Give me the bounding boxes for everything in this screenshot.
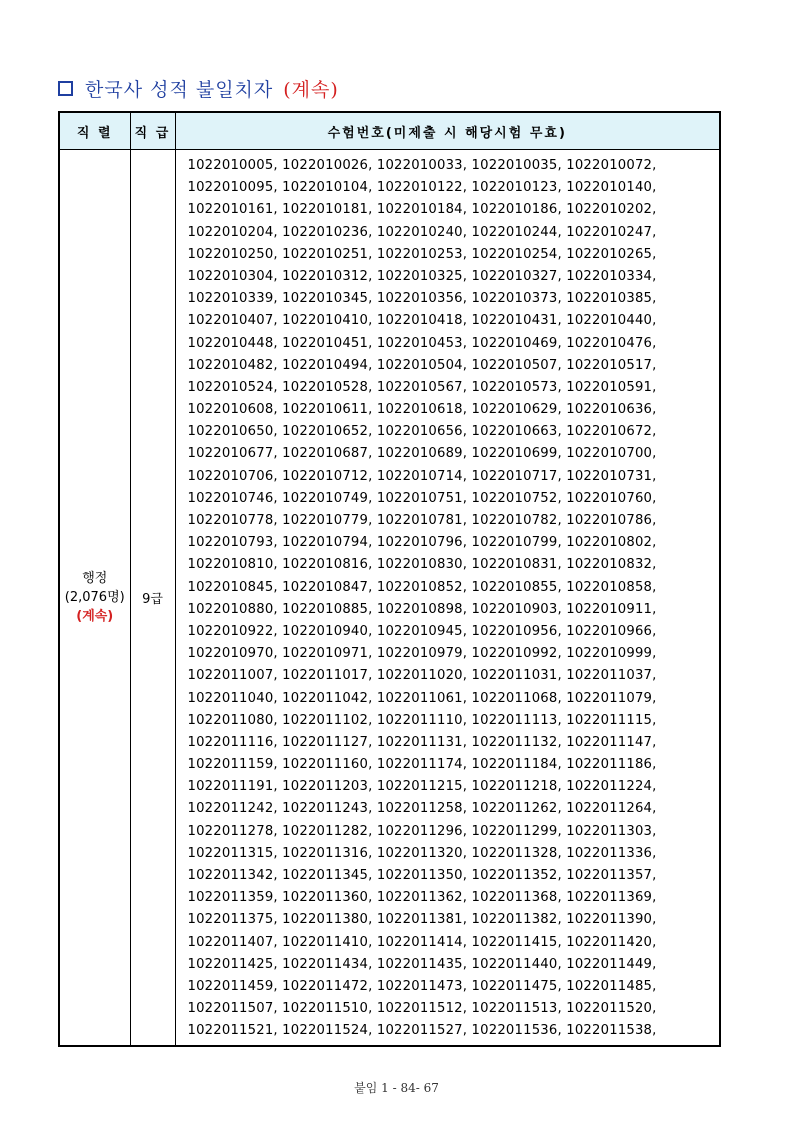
exam-number-line: 1022010677, 1022010687, 1022010689, 1022010699, 1022010700, (187, 446, 657, 462)
exam-number-line: 1022010650, 1022010652, 1022010656, 1022010663, 1022010672, (187, 424, 657, 440)
exam-number-line: 1022010250, 1022010251, 1022010253, 1022010254, 1022010265, (187, 246, 657, 262)
job-series-cell (59, 150, 130, 1047)
exam-number-line: 1022010448, 1022010451, 1022010453, 1022010469, 1022010476, (187, 335, 657, 351)
exam-number-line: 1022011315, 1022011316, 1022011320, 1022011328, 1022011336, (187, 845, 657, 861)
header-job-series: 직 렬 (59, 112, 130, 150)
exam-number-line: 1022011191, 1022011203, 1022011215, 1022011218, 1022011224, (187, 779, 657, 795)
exam-number-line: 1022010161, 1022010181, 1022010184, 1022010186, 1022010202, (187, 202, 657, 218)
exam-number-line: 1022010204, 1022010236, 1022010240, 1022010244, 1022010247, (187, 224, 657, 240)
exam-number-line: 1022010922, 1022010940, 1022010945, 1022010956, 1022010966, (187, 623, 657, 639)
exam-number-line: 1022011407, 1022011410, 1022011414, 1022011415, 1022011420, (187, 934, 657, 950)
job-series-name: 행정 (82, 571, 108, 586)
exam-number-line: 1022011116, 1022011127, 1022011131, 1022011132, 1022011147, (187, 734, 657, 750)
exam-number-line: 1022011007, 1022011017, 1022011020, 1022011031, 1022011037, (187, 668, 657, 684)
header-exam-numbers: 수험번호(미제출 시 해당시험 무효) (175, 112, 720, 150)
exam-number-line: 1022011342, 1022011345, 1022011350, 1022011352, 1022011357, (187, 868, 657, 883)
exam-number-line: 1022010793, 1022010794, 1022010796, 1022010799, 1022010802, (187, 535, 657, 551)
exam-number-list (175, 150, 720, 1047)
exam-number-line: 1022011159, 1022011160, 1022011174, 1022011184, 1022011186, (187, 757, 657, 773)
page-footer: 붙임 1 - 84- 67 (354, 1081, 439, 1095)
exam-number-line: 1022011521, 1022011524, 1022011527, 1022011536, 1022011538, (187, 1023, 657, 1039)
exam-number-line: 1022011459, 1022011472, 1022011473, 1022011475, 1022011485, (187, 978, 657, 994)
section-title (58, 74, 339, 102)
exam-number-line: 1022010005, 1022010026, 1022010033, 1022010035, 1022010072, (187, 158, 657, 173)
exam-number-line: 1022010778, 1022010779, 1022010781, 1022010782, 1022010786, (187, 513, 657, 528)
exam-number-line: 1022010845, 1022010847, 1022010852, 1022010855, 1022010858, (187, 579, 657, 595)
exam-number-line: 1022011080, 1022011102, 1022011110, 1022011113, 1022011115, (187, 712, 657, 728)
exam-number-line: 1022010095, 1022010104, 1022010122, 1022010123, 1022010140, (187, 180, 657, 196)
table-header-row (59, 112, 720, 150)
exam-number-line: 1022011425, 1022011434, 1022011435, 1022011440, 1022011449, (187, 956, 657, 972)
header-grade: 직 급 (130, 112, 175, 150)
exam-number-line: 1022011359, 1022011360, 1022011362, 1022011368, 1022011369, (187, 890, 657, 906)
exam-number-line: 1022010482, 1022010494, 1022010504, 1022010507, 1022010517, (187, 357, 657, 373)
mismatch-table (58, 111, 721, 1047)
exam-number-line: 1022010407, 1022010410, 1022010418, 1022010431, 1022010440, (187, 313, 657, 329)
section-title-continued: (계속) (283, 78, 339, 101)
exam-number-line: 1022010880, 1022010885, 1022010898, 1022010903, 1022010911, (187, 601, 657, 617)
exam-number-line: 1022010746, 1022010749, 1022010751, 1022010752, 1022010760, (187, 490, 657, 506)
exam-number-line: 1022010304, 1022010312, 1022010325, 1022010327, 1022010334, (187, 268, 657, 284)
section-title-text: 한국사 성적 불일치자 (85, 78, 274, 101)
exam-number-line: 1022010524, 1022010528, 1022010567, 1022010573, 1022010591, (187, 379, 657, 395)
exam-number-line: 1022011375, 1022011380, 1022011381, 1022011382, 1022011390, (187, 912, 657, 928)
exam-number-line: 1022010706, 1022010712, 1022010714, 1022010717, 1022010731, (187, 468, 657, 484)
exam-number-line: 1022010339, 1022010345, 1022010356, 1022010373, 1022010385, (187, 291, 657, 307)
exam-number-line: 1022011242, 1022011243, 1022011258, 1022011262, 1022011264, (187, 801, 657, 817)
job-series-count: (2,076명) (64, 590, 125, 605)
exam-number-line: 1022010608, 1022010611, 1022010618, 1022010629, 1022010636, (187, 402, 657, 418)
table-row (59, 150, 720, 1047)
square-bullet-icon (58, 81, 73, 96)
exam-number-line: 1022011507, 1022011510, 1022011512, 1022011513, 1022011520, (187, 1001, 657, 1017)
job-series-continued: (계속) (76, 609, 114, 624)
exam-number-line: 1022010810, 1022010816, 1022010830, 1022010831, 1022010832, (187, 557, 657, 573)
exam-number-line: 1022011278, 1022011282, 1022011296, 1022011299, 1022011303, (187, 823, 657, 839)
exam-number-line: 1022011040, 1022011042, 1022011061, 1022011068, 1022011079, (187, 690, 657, 706)
grade-cell: 9급 (130, 150, 175, 1047)
exam-number-line: 1022010970, 1022010971, 1022010979, 1022010992, 1022010999, (187, 646, 657, 662)
